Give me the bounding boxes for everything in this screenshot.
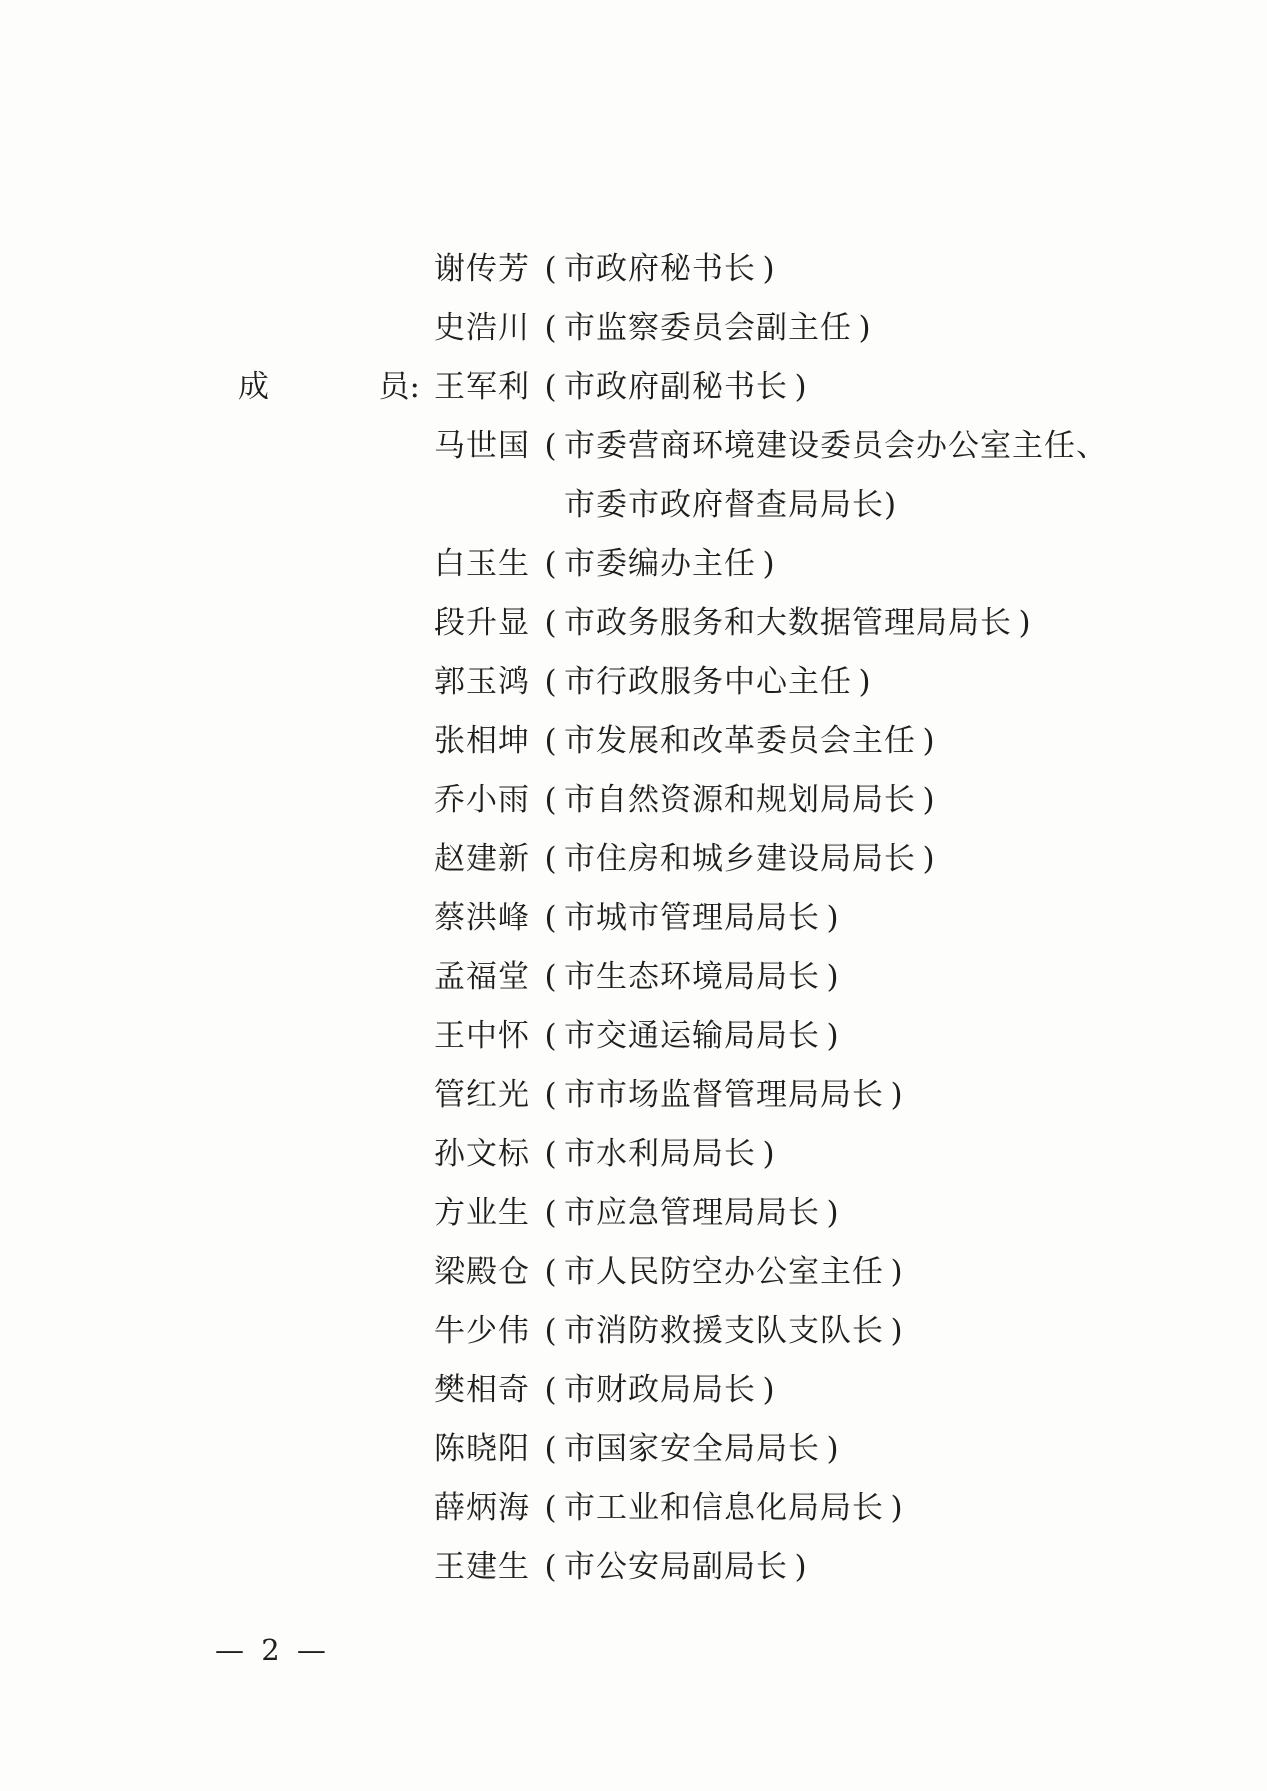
member-role-continuation (434, 476, 1234, 535)
member-role: 市监察委员会副主任 (564, 310, 852, 346)
member-row (434, 1007, 1234, 1066)
open-paren: ( (544, 428, 558, 464)
member-list (434, 240, 1234, 1597)
open-paren: ( (544, 546, 558, 582)
close-paren: ) (826, 900, 840, 936)
open-paren: ( (544, 251, 558, 287)
member-row (434, 358, 1234, 417)
member-role: 市政府副秘书长 (564, 369, 788, 405)
open-paren: ( (544, 1372, 558, 1408)
member-name: 牛少伟 (434, 1313, 530, 1349)
member-row (434, 240, 1234, 299)
open-paren: ( (544, 1549, 558, 1585)
close-paren: ) (762, 546, 776, 582)
member-name: 王中怀 (434, 1018, 530, 1054)
member-name: 方业生 (434, 1195, 530, 1231)
close-paren: ) (826, 1431, 840, 1467)
close-paren: ) (922, 782, 936, 818)
open-paren: ( (544, 1018, 558, 1054)
close-paren: ) (858, 664, 872, 700)
close-paren: ) (890, 1077, 904, 1113)
member-name: 孙文标 (434, 1136, 530, 1172)
member-role: 市公安局副局长 (564, 1549, 788, 1585)
page-number: — 2 — (215, 1633, 330, 1667)
member-row (434, 1538, 1234, 1597)
close-paren: ) (762, 251, 776, 287)
member-name: 蔡洪峰 (434, 900, 530, 936)
member-row (434, 1420, 1234, 1479)
member-name: 史浩川 (434, 310, 530, 346)
close-paren: ) (794, 369, 808, 405)
close-paren: ) (922, 723, 936, 759)
member-row (434, 1243, 1234, 1302)
member-role: 市应急管理局局长 (564, 1195, 820, 1231)
close-paren: ) (890, 1254, 904, 1290)
open-paren: ( (544, 900, 558, 936)
member-row (434, 830, 1234, 889)
open-paren: ( (544, 959, 558, 995)
open-paren: ( (544, 841, 558, 877)
member-role-line2: 市委市政府督查局局长 (564, 487, 884, 523)
member-role: 市委编办主任 (564, 546, 756, 582)
member-row (434, 948, 1234, 1007)
open-paren: ( (544, 664, 558, 700)
member-row (434, 1125, 1234, 1184)
member-name: 张相坤 (434, 723, 530, 759)
member-role: 市委营商环境建设委员会办公室主任、 (564, 428, 1108, 464)
member-row (434, 889, 1234, 948)
member-row (434, 299, 1234, 358)
member-role: 市消防救援支队支队长 (564, 1313, 884, 1349)
member-name: 赵建新 (434, 841, 530, 877)
member-role: 市国家安全局局长 (564, 1431, 820, 1467)
member-row (434, 1066, 1234, 1125)
close-paren: ) (826, 1195, 840, 1231)
member-role: 市发展和改革委员会主任 (564, 723, 916, 759)
member-name: 王军利 (434, 369, 530, 405)
member-name: 段升显 (434, 605, 530, 641)
open-paren: ( (544, 605, 558, 641)
member-name: 白玉生 (434, 546, 530, 582)
member-role: 市城市管理局局长 (564, 900, 820, 936)
member-role: 市自然资源和规划局局长 (564, 782, 916, 818)
open-paren: ( (544, 1136, 558, 1172)
member-role: 市交通运输局局长 (564, 1018, 820, 1054)
open-paren: ( (544, 310, 558, 346)
close-paren: ) (884, 487, 898, 523)
open-paren: ( (544, 1431, 558, 1467)
open-paren: ( (544, 1195, 558, 1231)
member-role: 市生态环境局局长 (564, 959, 820, 995)
close-paren: ) (794, 1549, 808, 1585)
member-row (434, 417, 1234, 476)
member-name: 郭玉鸿 (434, 664, 530, 700)
close-paren: ) (890, 1313, 904, 1349)
close-paren: ) (890, 1490, 904, 1526)
member-row (434, 594, 1234, 653)
members-label-left: 成 (238, 369, 269, 405)
close-paren: ) (762, 1136, 776, 1172)
close-paren: ) (858, 310, 872, 346)
member-name: 樊相奇 (434, 1372, 530, 1408)
member-row (434, 1361, 1234, 1420)
member-row (434, 712, 1234, 771)
member-role: 市住房和城乡建设局局长 (564, 841, 916, 877)
member-name: 管红光 (434, 1077, 530, 1113)
member-name: 陈晓阳 (434, 1431, 530, 1467)
open-paren: ( (544, 723, 558, 759)
open-paren: ( (544, 1077, 558, 1113)
member-name: 孟福堂 (434, 959, 530, 995)
close-paren: ) (826, 959, 840, 995)
member-role: 市市场监督管理局局长 (564, 1077, 884, 1113)
member-row (434, 1302, 1234, 1361)
member-name: 薛炳海 (434, 1490, 530, 1526)
members-label (238, 358, 420, 417)
member-row (434, 1479, 1234, 1538)
member-role: 市政务服务和大数据管理局局长 (564, 605, 1012, 641)
member-role: 市政府秘书长 (564, 251, 756, 287)
member-row (434, 535, 1234, 594)
member-role: 市人民防空办公室主任 (564, 1254, 884, 1290)
close-paren: ) (1018, 605, 1032, 641)
close-paren: ) (826, 1018, 840, 1054)
member-role: 市行政服务中心主任 (564, 664, 852, 700)
open-paren: ( (544, 1254, 558, 1290)
member-role: 市工业和信息化局局长 (564, 1490, 884, 1526)
member-name: 王建生 (434, 1549, 530, 1585)
open-paren: ( (544, 1313, 558, 1349)
member-row (434, 771, 1234, 830)
member-name: 乔小雨 (434, 782, 530, 818)
member-role: 市财政局局长 (564, 1372, 756, 1408)
close-paren: ) (922, 841, 936, 877)
member-role: 市水利局局长 (564, 1136, 756, 1172)
member-name: 谢传芳 (434, 251, 530, 287)
members-label-right: 员: (378, 369, 420, 405)
open-paren: ( (544, 782, 558, 818)
open-paren: ( (544, 369, 558, 405)
member-name: 梁殿仓 (434, 1254, 530, 1290)
member-row (434, 653, 1234, 712)
member-name: 马世国 (434, 428, 530, 464)
open-paren: ( (544, 1490, 558, 1526)
close-paren: ) (762, 1372, 776, 1408)
member-row (434, 1184, 1234, 1243)
